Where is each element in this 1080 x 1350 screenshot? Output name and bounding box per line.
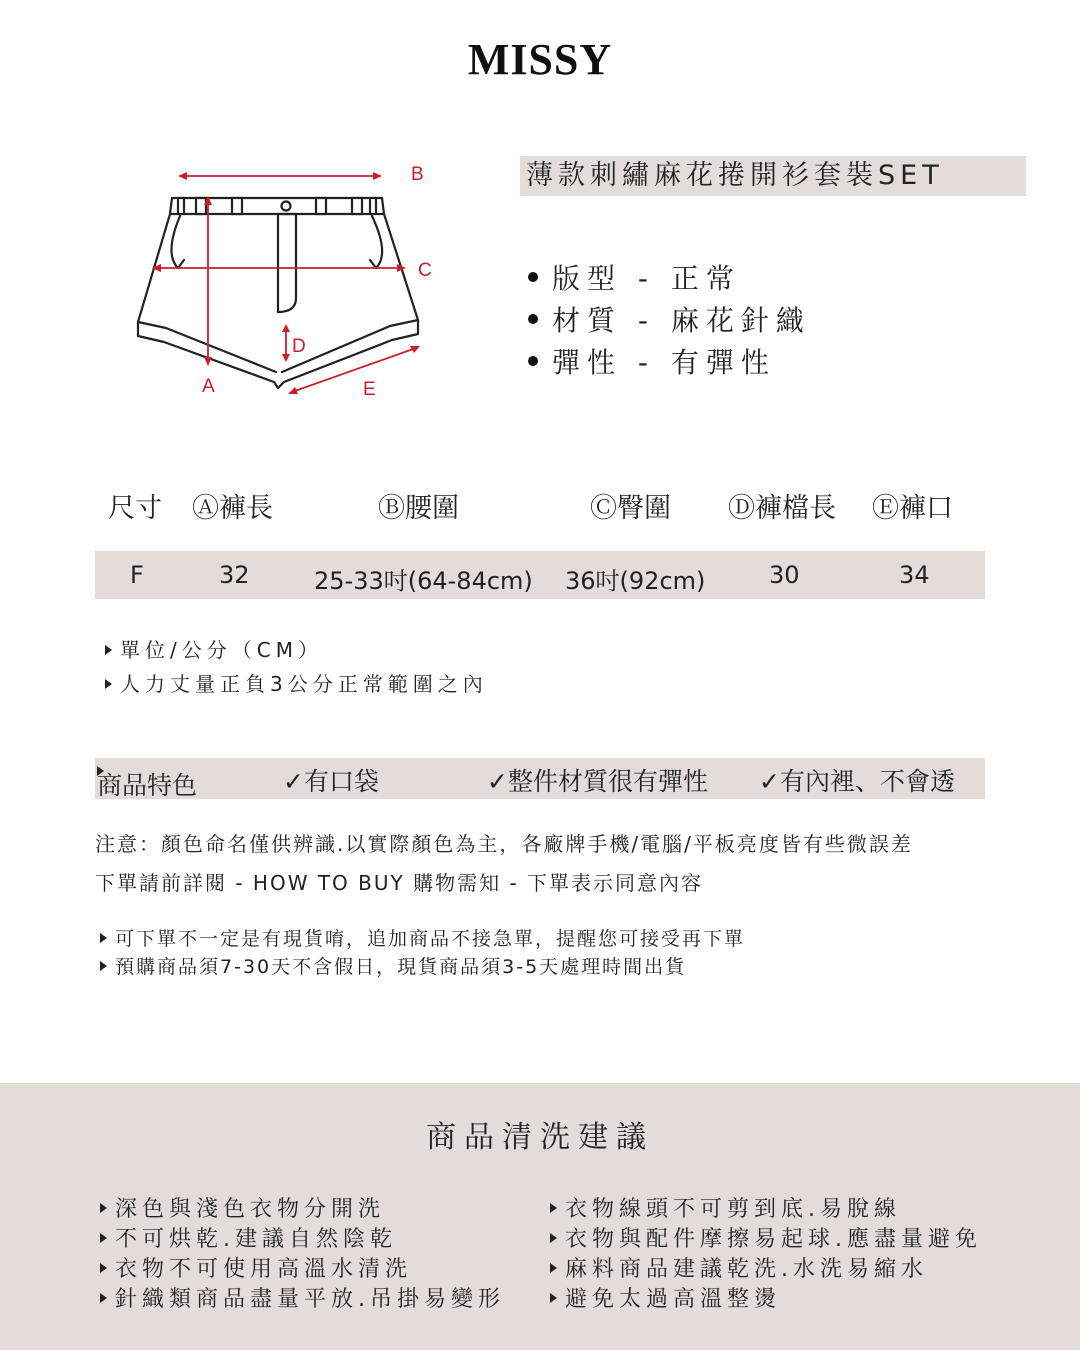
wash-item: 衣物與配件摩擦易起球.應盡量避免 bbox=[550, 1222, 982, 1253]
triangle-bullet-icon bbox=[550, 1293, 557, 1303]
spec-list bbox=[528, 258, 811, 384]
size-note: 人力丈量正負3公分正常範圍之內 bbox=[105, 668, 488, 697]
spec-item: 版型 - 正常 bbox=[528, 258, 811, 300]
label-a: A bbox=[202, 376, 215, 397]
size-header-rise: Ⓓ褲檔長 bbox=[728, 493, 836, 524]
triangle-bullet-icon bbox=[100, 961, 107, 971]
notice-text: 下單請前詳閱 - HOW TO BUY 購物需知 - 下單表示同意內容 bbox=[95, 871, 704, 895]
triangle-bullet-icon bbox=[100, 933, 107, 943]
triangle-bullet-icon bbox=[550, 1203, 557, 1213]
label-b: B bbox=[411, 164, 424, 185]
size-cell: 32 bbox=[219, 561, 250, 589]
wash-item: 不可烘乾.建議自然陰乾 bbox=[100, 1222, 397, 1253]
triangle-bullet-icon bbox=[105, 645, 112, 655]
size-cell: 30 bbox=[769, 561, 800, 589]
triangle-bullet-icon bbox=[105, 679, 112, 689]
wash-item: 麻料商品建議乾洗.水洗易縮水 bbox=[550, 1252, 928, 1283]
product-title: 薄款刺繡麻花捲開衫套裝SET bbox=[520, 156, 1026, 196]
label-d: D bbox=[292, 336, 306, 357]
order-note: 預購商品須7-30天不含假日，現貨商品須3-5天處理時間出貨 bbox=[100, 952, 686, 979]
features-bar: 商品特色 ✓有口袋 ✓整件材質很有彈性 ✓有內裡、不會透 bbox=[95, 758, 985, 799]
spec-item: 材質 - 麻花針織 bbox=[528, 300, 811, 342]
triangle-bullet-icon bbox=[100, 1263, 107, 1273]
triangle-bullet-icon bbox=[550, 1233, 557, 1243]
order-note: 可下單不一定是有現貨唷，追加商品不接急單，提醒您可接受再下單 bbox=[100, 924, 745, 951]
shorts-measurement-diagram bbox=[120, 150, 460, 410]
size-cell: 25-33吋(64-84cm) bbox=[314, 567, 533, 595]
wash-item: 針織類商品盡量平放.吊掛易變形 bbox=[100, 1282, 505, 1313]
label-e: E bbox=[363, 379, 376, 400]
size-cell: F bbox=[130, 561, 144, 589]
wash-item: 避免太過高溫整燙 bbox=[550, 1282, 781, 1313]
feature-item: ✓整件材質很有彈性 bbox=[487, 767, 708, 796]
notice-text: 注意：顏色命名僅供辨識.以實際顏色為主，各廠牌手機/電腦/平板亮度皆有些微誤差 bbox=[95, 832, 913, 856]
size-note: 單位/公分（CM） bbox=[105, 634, 323, 663]
wash-item: 深色與淺色衣物分開洗 bbox=[100, 1192, 385, 1223]
size-cell: 34 bbox=[899, 561, 930, 589]
brand-logo: MISSY bbox=[467, 35, 613, 84]
wash-title: 商品清洗建議 bbox=[426, 1120, 654, 1155]
size-header-length: Ⓐ褲長 bbox=[192, 493, 273, 524]
wash-item: 衣物不可使用高溫水清洗 bbox=[100, 1252, 412, 1283]
spec-item: 彈性 - 有彈性 bbox=[528, 342, 811, 384]
size-header-waist: Ⓑ腰圍 bbox=[378, 493, 459, 524]
bullet-icon bbox=[528, 272, 538, 282]
size-header-leg-opening: Ⓔ褲口 bbox=[872, 493, 953, 524]
label-c: C bbox=[418, 260, 432, 281]
triangle-bullet-icon bbox=[100, 1233, 107, 1243]
size-header-size: 尺寸 bbox=[108, 493, 162, 524]
triangle-bullet-icon bbox=[550, 1263, 557, 1273]
feature-item: ✓有口袋 bbox=[283, 767, 379, 796]
triangle-bullet-icon bbox=[100, 1293, 107, 1303]
feature-item: ✓有內裡、不會透 bbox=[759, 767, 955, 796]
size-row bbox=[95, 551, 985, 599]
size-cell: 36吋(92cm) bbox=[565, 567, 706, 595]
bullet-icon bbox=[528, 356, 538, 366]
triangle-bullet-icon bbox=[100, 1203, 107, 1213]
bullet-icon bbox=[528, 314, 538, 324]
wash-item: 衣物線頭不可剪到底.易脫線 bbox=[550, 1192, 901, 1223]
size-header-hip: Ⓒ臀圍 bbox=[590, 493, 671, 524]
